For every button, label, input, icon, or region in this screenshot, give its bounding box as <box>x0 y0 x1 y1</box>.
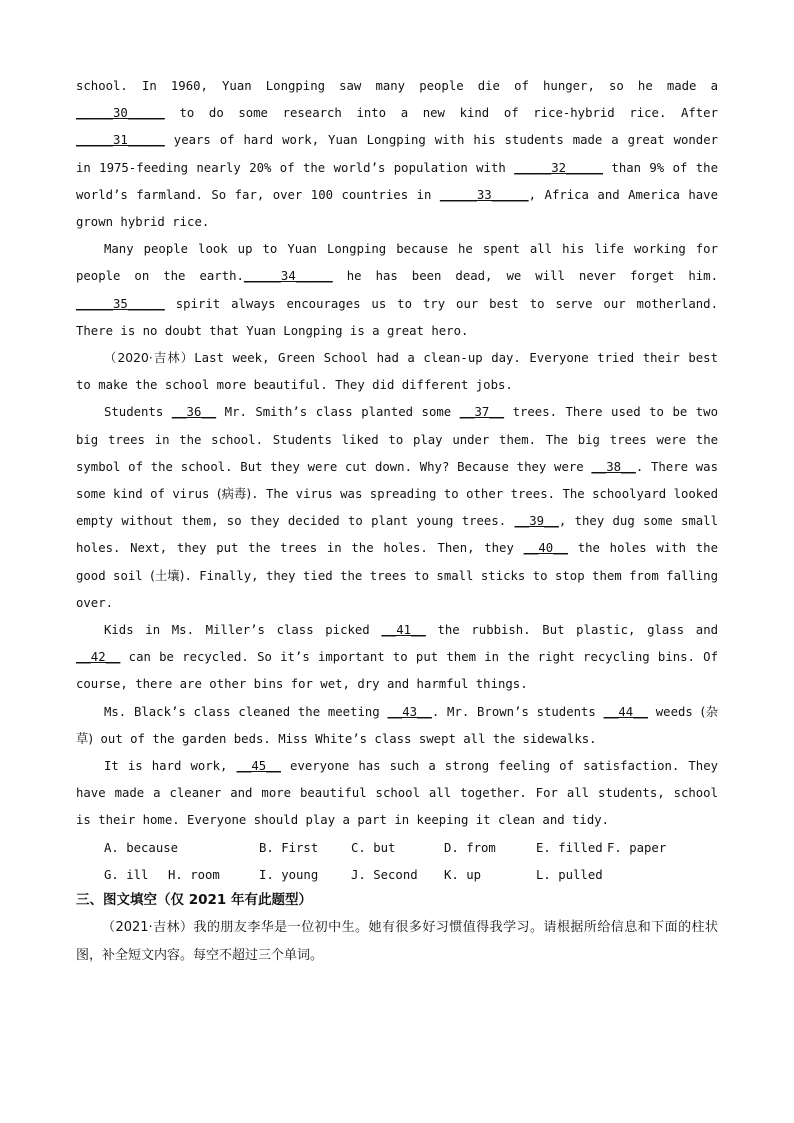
passage2-paragraph-2 <box>76 617 718 699</box>
passage1-paragraph-1 <box>76 73 718 236</box>
passage-text: , Africa and America have grown hybrid rice. <box>76 187 718 230</box>
option-c: C. but <box>351 840 396 855</box>
passage-text: . There was some kind of virus <box>76 459 718 502</box>
blank-42[interactable]: __42__ <box>76 650 121 665</box>
passage-text: . Finally, they tied the trees to small sticks to stop them from falling over. <box>76 568 718 610</box>
blank-43[interactable]: __43__ <box>387 704 432 719</box>
blank-36[interactable]: __36__ <box>171 405 217 420</box>
passage-text: than 9% of the world’s farmland. So far, over 100 countries in <box>76 160 718 202</box>
passage1-paragraph-2 <box>76 236 718 345</box>
passage-text: weeds <box>648 704 701 719</box>
passage-text: Many people look up to Yuan Longping because he spent all his life working for people on the earth. <box>76 242 718 284</box>
blank-32[interactable]: _____32_____ <box>514 160 604 175</box>
passage-text: Kids in Ms. Miller’s class picked <box>104 623 382 638</box>
passage-text: out of the garden beds. Miss White’s class swept all the sidewalks. <box>93 731 597 746</box>
passage-text: Ms. Black’s class cleaned the meeting <box>104 704 388 719</box>
options-row-2 <box>76 862 718 889</box>
passage-text: . Mr. Brown’s students <box>431 704 604 719</box>
blank-38[interactable]: __38__ <box>591 459 636 474</box>
blank-45[interactable]: __45__ <box>236 759 281 774</box>
passage-text: It is hard work, <box>104 759 237 774</box>
blank-34[interactable]: _____34_____ <box>243 269 333 284</box>
option-g: G. ill <box>104 867 149 882</box>
word-options <box>76 835 718 889</box>
blank-41[interactable]: __41__ <box>381 623 426 638</box>
passage2-paragraph-1 <box>76 399 718 617</box>
option-e: E. filled <box>536 840 603 855</box>
passage-text: the holes with the good soil <box>76 541 718 583</box>
passage2-intro <box>76 345 718 399</box>
page-content <box>76 73 718 969</box>
blank-37[interactable]: __37__ <box>459 405 505 420</box>
options-row-1 <box>76 835 718 862</box>
passage-text: Mr. Smith’s class planted some <box>216 405 460 420</box>
blank-33[interactable]: _____33_____ <box>439 187 529 202</box>
blank-31[interactable]: _____31_____ <box>76 133 165 148</box>
passage-text: Students <box>104 405 172 420</box>
gloss-soil: (土壤) <box>150 568 185 583</box>
gloss-weeds: (杂草) <box>76 704 719 746</box>
gloss-virus: (病毒) <box>216 487 252 502</box>
passage-text: , they dug some small holes. Next, they put the trees in the holes. Then, they <box>76 514 718 556</box>
passage-text: to do some research into a new kind of rice-hybrid rice. After <box>164 106 718 121</box>
passage-text: he has been dead, we will never forget him. <box>332 269 718 284</box>
option-h: H. room <box>168 867 220 882</box>
section3-instructions: （2021·吉林）我的朋友李华是一位初中生。她有很多好习惯值得我学习。请根据所给信息和下面的柱状图，补全短文内容。每空不超过三个单词。 <box>76 920 718 963</box>
option-a: A. because <box>104 840 179 855</box>
blank-39[interactable]: __39__ <box>514 514 559 529</box>
passage-text: . The virus was spreading to other trees. The schoolyard looked empty without them, so they decided to plant young trees. <box>76 487 718 529</box>
section-heading: 三、图文填空（仅 2021 年有此题型） <box>76 892 312 909</box>
passage-text: spirit always encourages us to try our best to serve our motherland. There is no doubt that Yuan Longping is a great hero. <box>76 296 718 338</box>
option-d: D. from <box>444 840 496 855</box>
option-l: L. pulled <box>536 867 603 882</box>
option-f: F. paper <box>607 840 667 855</box>
passage-text: years of hard work, Yuan Longping with his students made a great wonder in 1975-feeding nearly 20% of the world’s population with <box>76 133 718 175</box>
blank-30[interactable]: _____30_____ <box>76 106 165 121</box>
option-i: I. young <box>259 867 319 882</box>
option-b: B. First <box>259 840 319 855</box>
passage2-paragraph-3 <box>76 699 718 753</box>
passage-text: school. In 1960, Yuan Longping saw many people die of hunger, so he made a <box>76 79 718 93</box>
passage-text: everyone has such a strong feeling of satisfaction. They have made a cleaner and more beautiful school all together. For all students, school is their home. Everyone should play a part in keeping it clean and tidy. <box>76 759 718 828</box>
blank-44[interactable]: __44__ <box>603 704 649 719</box>
source-tag: （2020·吉林） <box>104 351 195 366</box>
passage2-paragraph-4 <box>76 753 718 835</box>
passage-text: can be recycled. So it’s important to put them in the right recycling bins. Of course, there are other bins for wet, dry and harmful things. <box>76 650 718 692</box>
passage-text: trees. There used to be two big trees in the school. Students liked to play under them. The big trees were the symbol of the school. But they were cut down. Why? Because they were <box>76 405 718 474</box>
passage-text: Last week, Green School had a clean-up day. Everyone tried their best to make the school more beautiful. They did different jobs. <box>76 351 718 393</box>
blank-35[interactable]: _____35_____ <box>76 296 165 311</box>
blank-40[interactable]: __40__ <box>523 541 569 556</box>
option-j: J. Second <box>351 867 418 882</box>
option-k: K. up <box>444 867 482 882</box>
passage-text: the rubbish. But plastic, glass and <box>425 623 718 638</box>
